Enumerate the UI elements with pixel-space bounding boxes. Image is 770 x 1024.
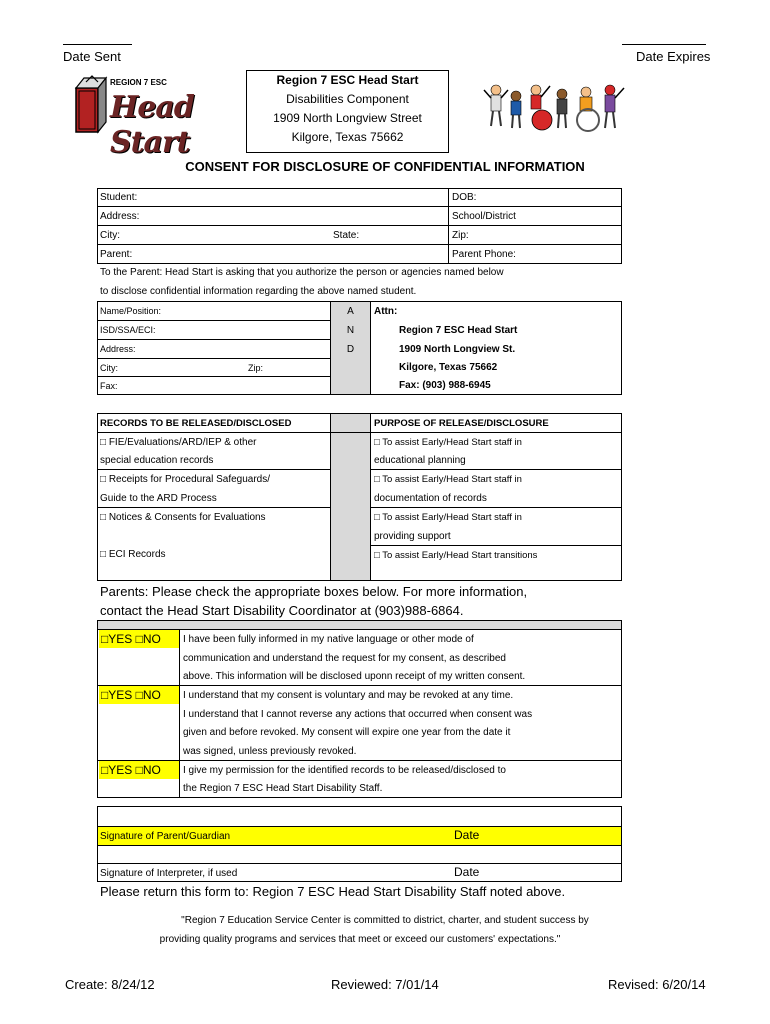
isd-label[interactable]: ISD/SSA/ECI: (100, 325, 156, 335)
purpose-support-checkbox[interactable]: □ To assist Early/Head Start staff in (374, 511, 522, 523)
consent-1-text: communication and understand the request for my consent, as described (183, 652, 506, 664)
purpose-planning-checkbox[interactable]: □ To assist Early/Head Start staff in (374, 436, 522, 448)
row-divider (97, 206, 622, 207)
col-divider (330, 413, 331, 581)
purpose-documentation-cont: documentation of records (374, 492, 487, 504)
record-fie-checkbox[interactable]: □ FIE/Evaluations/ARD/IEP & other (100, 436, 257, 448)
revised-date: Revised: 6/20/14 (608, 977, 706, 992)
head-start-logo (70, 74, 232, 160)
attn-org: Region 7 ESC Head Start (399, 324, 518, 336)
agency-zip-label[interactable]: Zip: (248, 362, 264, 373)
col-divider (448, 188, 449, 264)
instruction-line-2: to disclose confidential information regarding the above named student. (100, 286, 417, 297)
agency-fax-label[interactable]: Fax: (100, 380, 118, 391)
city-label[interactable]: City: (100, 229, 120, 241)
date-expires-label: Date Expires (636, 49, 711, 64)
row-divider (97, 225, 622, 226)
record-safeguards-cont: Guide to the ARD Process (100, 492, 217, 504)
row-divider (97, 358, 330, 359)
org-address-box (246, 70, 449, 153)
name-position-label[interactable]: Name/Position: (100, 306, 162, 316)
org-city: Kilgore, Texas 75662 (291, 130, 404, 144)
school-district-label[interactable]: School/District (452, 210, 516, 222)
attn-label: Attn: (374, 305, 398, 317)
record-eci-checkbox[interactable]: □ ECI Records (100, 548, 166, 560)
purpose-transitions-checkbox[interactable]: □ To assist Early/Head Start transitions (374, 549, 538, 561)
consent-2-yes-no[interactable]: □YES □NO (99, 686, 179, 704)
children-illustration (482, 80, 634, 136)
instruction-line-1: To the Parent: Head Start is asking that you authorize the person or agencies named below (100, 267, 504, 278)
org-component: Disabilities Component (286, 92, 409, 106)
purpose-planning-cont: educational planning (374, 454, 466, 466)
student-info-table (97, 188, 622, 264)
interpreter-signature-label[interactable]: Signature of Interpreter, if used (100, 867, 238, 879)
form-title: CONSENT FOR DISCLOSURE OF CONFIDENTIAL INFORMATION (185, 159, 585, 174)
row-divider (97, 376, 330, 377)
col-divider (179, 629, 180, 798)
purpose-header: PURPOSE OF RELEASE/DISCLOSURE (374, 417, 549, 429)
consent-2-text: was signed, unless previously revoked. (183, 745, 357, 757)
consent-2-text: I understand that I cannot reverse any actions that occurred when consent was (183, 708, 533, 720)
consent-2-text: I understand that my consent is voluntary and may be revoked at any time. (183, 689, 514, 701)
org-name: Region 7 ESC Head Start (276, 73, 419, 87)
mission-line-1: "Region 7 Education Service Center is committed to district, charter, and student success by (181, 915, 589, 926)
return-note: Please return this form to: Region 7 ESC Head Start Disability Staff noted above. (100, 884, 566, 899)
consent-3-yes-no[interactable]: □YES □NO (99, 761, 179, 779)
address-label[interactable]: Address: (100, 210, 140, 222)
date-sent-line (63, 44, 132, 45)
consent-2-text: given and before revoked. My consent will expire one year from the date it (183, 726, 511, 738)
student-label[interactable]: Student: (100, 191, 138, 203)
and-letter-n: N (346, 324, 355, 336)
record-safeguards-checkbox[interactable]: □ Receipts for Procedural Safeguards/ (100, 473, 271, 485)
mission-line-2: providing quality programs and services that meet or exceed our customers' expectations." (159, 934, 561, 945)
logo-region-text: REGION 7 ESC (110, 78, 167, 87)
agency-address-label[interactable]: Address: (100, 344, 136, 354)
attn-fax: Fax: (903) 988-6945 (399, 380, 491, 391)
consent-3-text: the Region 7 ESC Head Start Disability Staff. (183, 782, 383, 794)
attn-city: Kilgore, Texas 75662 (399, 362, 498, 373)
parent-label[interactable]: Parent: (100, 248, 133, 260)
col-divider (370, 413, 371, 581)
record-fie-cont: special education records (100, 454, 214, 466)
consent-1-text: above. This information will be disclosed uponn receipt of my written consent. (183, 670, 526, 682)
row-divider (97, 845, 622, 846)
parent-signature-date[interactable]: Date (454, 828, 480, 842)
consent-1-text: I have been fully informed in my native language or other mode of (183, 633, 474, 645)
consent-3-text: I give my permission for the identified records to be released/disclosed to (183, 764, 506, 776)
row-divider (97, 244, 622, 245)
org-street: 1909 North Longview Street (273, 111, 422, 125)
parent-phone-label[interactable]: Parent Phone: (452, 248, 516, 260)
attn-street: 1909 North Longview St. (399, 343, 516, 355)
date-expires-line (622, 44, 706, 45)
parents-note-line-2: contact the Head Start Disability Coordinator at (903)988-6864. (100, 603, 464, 618)
parents-note-line-1: Parents: Please check the appropriate boxes below. For more information, (100, 584, 528, 599)
and-letter-d: D (346, 343, 355, 355)
zip-label[interactable]: Zip: (452, 229, 469, 241)
date-sent-label: Date Sent (63, 49, 121, 64)
and-letter-a: A (347, 305, 354, 317)
created-date: Create: 8/24/12 (65, 977, 155, 992)
reviewed-date: Reviewed: 7/01/14 (331, 977, 439, 992)
state-label[interactable]: State: (333, 229, 360, 241)
record-notices-checkbox[interactable]: □ Notices & Consents for Evaluations (100, 511, 266, 523)
purpose-support-cont: providing support (374, 530, 451, 542)
dob-label[interactable]: DOB: (452, 191, 477, 203)
parent-signature-label[interactable]: Signature of Parent/Guardian (100, 830, 231, 842)
logo-headstart-text: Head Start (110, 90, 194, 160)
consent-1-yes-no[interactable]: □YES □NO (99, 630, 179, 648)
records-header: RECORDS TO BE RELEASED/DISCLOSED (100, 417, 292, 429)
interpreter-signature-date[interactable]: Date (454, 865, 480, 879)
agency-city-label[interactable]: City: (100, 362, 118, 373)
purpose-documentation-checkbox[interactable]: □ To assist Early/Head Start staff in (374, 473, 522, 485)
col-divider (370, 301, 371, 395)
